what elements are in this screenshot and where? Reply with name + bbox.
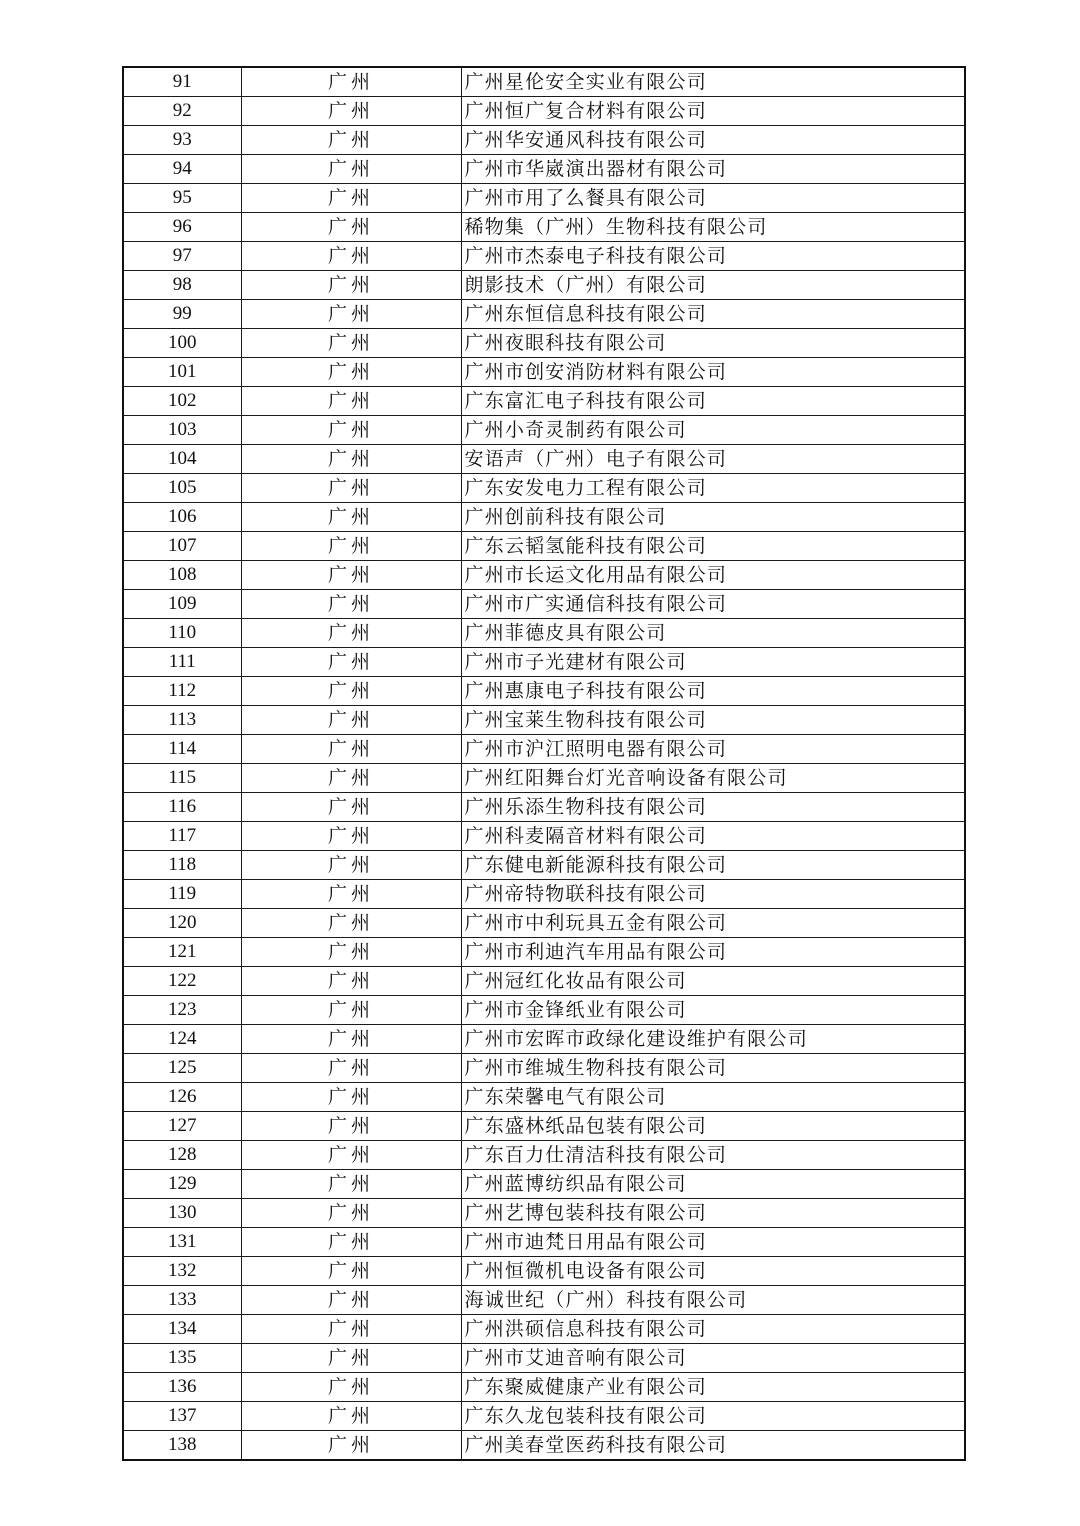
- company-name-cell: 广州市金锋纸业有限公司: [461, 996, 965, 1025]
- city-cell: 广州: [241, 329, 461, 358]
- row-number-cell: 103: [123, 416, 241, 445]
- table-row: [123, 561, 965, 590]
- table-row: [123, 532, 965, 561]
- company-name-cell: 广州市创安消防材料有限公司: [461, 358, 965, 387]
- table-row: [123, 1112, 965, 1141]
- city-cell: 广州: [241, 184, 461, 213]
- row-number-cell: 135: [123, 1344, 241, 1373]
- company-name-cell: 广东聚威健康产业有限公司: [461, 1373, 965, 1402]
- company-name-cell: 广东云韬氢能科技有限公司: [461, 532, 965, 561]
- table-row: [123, 1228, 965, 1257]
- company-name-cell: 广州惠康电子科技有限公司: [461, 677, 965, 706]
- table-row: [123, 677, 965, 706]
- company-name-cell: 广东百力仕清洁科技有限公司: [461, 1141, 965, 1170]
- city-cell: 广州: [241, 271, 461, 300]
- city-cell: 广州: [241, 996, 461, 1025]
- table-row: [123, 1402, 965, 1431]
- table-row: [123, 387, 965, 416]
- company-name-cell: 广州红阳舞台灯光音响设备有限公司: [461, 764, 965, 793]
- table-row: [123, 1199, 965, 1228]
- table-row: [123, 242, 965, 271]
- table-row: [123, 590, 965, 619]
- table-row: [123, 909, 965, 938]
- row-number-cell: 115: [123, 764, 241, 793]
- city-cell: 广州: [241, 155, 461, 184]
- table-row: [123, 648, 965, 677]
- city-cell: 广州: [241, 503, 461, 532]
- city-cell: 广州: [241, 67, 461, 97]
- table-row: [123, 1373, 965, 1402]
- table-row: [123, 938, 965, 967]
- row-number-cell: 113: [123, 706, 241, 735]
- city-cell: 广州: [241, 706, 461, 735]
- table-row: [123, 851, 965, 880]
- city-cell: 广州: [241, 532, 461, 561]
- table-row: [123, 358, 965, 387]
- company-name-cell: 广州帝特物联科技有限公司: [461, 880, 965, 909]
- city-cell: 广州: [241, 1431, 461, 1461]
- row-number-cell: 122: [123, 967, 241, 996]
- company-name-cell: 广州恒广复合材料有限公司: [461, 97, 965, 126]
- row-number-cell: 130: [123, 1199, 241, 1228]
- company-list-table: [122, 66, 966, 1461]
- table-row: [123, 735, 965, 764]
- company-name-cell: 广州市沪江照明电器有限公司: [461, 735, 965, 764]
- table-row: [123, 967, 965, 996]
- table-row: [123, 300, 965, 329]
- company-name-cell: 广州市子光建材有限公司: [461, 648, 965, 677]
- company-name-cell: 广州华安通风科技有限公司: [461, 126, 965, 155]
- row-number-cell: 98: [123, 271, 241, 300]
- company-name-cell: 广州市维城生物科技有限公司: [461, 1054, 965, 1083]
- table-row: [123, 271, 965, 300]
- table-row: [123, 155, 965, 184]
- city-cell: 广州: [241, 1373, 461, 1402]
- row-number-cell: 94: [123, 155, 241, 184]
- row-number-cell: 124: [123, 1025, 241, 1054]
- row-number-cell: 106: [123, 503, 241, 532]
- row-number-cell: 102: [123, 387, 241, 416]
- company-name-cell: 广州市利迪汽车用品有限公司: [461, 938, 965, 967]
- city-cell: 广州: [241, 126, 461, 155]
- row-number-cell: 101: [123, 358, 241, 387]
- table-row: [123, 1286, 965, 1315]
- row-number-cell: 121: [123, 938, 241, 967]
- company-name-cell: 广州市广实通信科技有限公司: [461, 590, 965, 619]
- company-name-cell: 广东安发电力工程有限公司: [461, 474, 965, 503]
- city-cell: 广州: [241, 648, 461, 677]
- table-row: [123, 329, 965, 358]
- row-number-cell: 132: [123, 1257, 241, 1286]
- city-cell: 广州: [241, 213, 461, 242]
- row-number-cell: 134: [123, 1315, 241, 1344]
- company-name-cell: 广州夜眼科技有限公司: [461, 329, 965, 358]
- company-name-cell: 广州冠红化妆品有限公司: [461, 967, 965, 996]
- row-number-cell: 97: [123, 242, 241, 271]
- row-number-cell: 93: [123, 126, 241, 155]
- city-cell: 广州: [241, 590, 461, 619]
- city-cell: 广州: [241, 387, 461, 416]
- city-cell: 广州: [241, 793, 461, 822]
- company-name-cell: 广州市用了么餐具有限公司: [461, 184, 965, 213]
- table-row: [123, 474, 965, 503]
- city-cell: 广州: [241, 1054, 461, 1083]
- row-number-cell: 91: [123, 67, 241, 97]
- table-body: [123, 67, 965, 1460]
- row-number-cell: 137: [123, 1402, 241, 1431]
- city-cell: 广州: [241, 1199, 461, 1228]
- table-row: [123, 996, 965, 1025]
- city-cell: 广州: [241, 1025, 461, 1054]
- city-cell: 广州: [241, 1344, 461, 1373]
- city-cell: 广州: [241, 677, 461, 706]
- company-name-cell: 广州蓝博纺织品有限公司: [461, 1170, 965, 1199]
- city-cell: 广州: [241, 851, 461, 880]
- row-number-cell: 127: [123, 1112, 241, 1141]
- company-name-cell: 广东荣馨电气有限公司: [461, 1083, 965, 1112]
- city-cell: 广州: [241, 909, 461, 938]
- company-name-cell: 广州菲德皮具有限公司: [461, 619, 965, 648]
- row-number-cell: 118: [123, 851, 241, 880]
- table-row: [123, 822, 965, 851]
- row-number-cell: 111: [123, 648, 241, 677]
- city-cell: 广州: [241, 561, 461, 590]
- company-name-cell: 广州创前科技有限公司: [461, 503, 965, 532]
- row-number-cell: 120: [123, 909, 241, 938]
- table-row: [123, 1257, 965, 1286]
- table-row: [123, 1141, 965, 1170]
- row-number-cell: 112: [123, 677, 241, 706]
- city-cell: 广州: [241, 1141, 461, 1170]
- table-row: [123, 880, 965, 909]
- row-number-cell: 114: [123, 735, 241, 764]
- company-name-cell: 广州宝莱生物科技有限公司: [461, 706, 965, 735]
- company-name-cell: 广州乐添生物科技有限公司: [461, 793, 965, 822]
- company-name-cell: 广州市华崴演出器材有限公司: [461, 155, 965, 184]
- row-number-cell: 117: [123, 822, 241, 851]
- row-number-cell: 104: [123, 445, 241, 474]
- table-row: [123, 1315, 965, 1344]
- city-cell: 广州: [241, 880, 461, 909]
- company-name-cell: 朗影技术（广州）有限公司: [461, 271, 965, 300]
- city-cell: 广州: [241, 445, 461, 474]
- company-name-cell: 广州市中利玩具五金有限公司: [461, 909, 965, 938]
- company-name-cell: 广州市长运文化用品有限公司: [461, 561, 965, 590]
- table-row: [123, 416, 965, 445]
- city-cell: 广州: [241, 300, 461, 329]
- row-number-cell: 92: [123, 97, 241, 126]
- row-number-cell: 95: [123, 184, 241, 213]
- city-cell: 广州: [241, 97, 461, 126]
- table-row: [123, 445, 965, 474]
- row-number-cell: 116: [123, 793, 241, 822]
- row-number-cell: 96: [123, 213, 241, 242]
- row-number-cell: 110: [123, 619, 241, 648]
- city-cell: 广州: [241, 242, 461, 271]
- table-row: [123, 1431, 965, 1461]
- company-name-cell: 广东盛林纸品包装有限公司: [461, 1112, 965, 1141]
- city-cell: 广州: [241, 1083, 461, 1112]
- row-number-cell: 125: [123, 1054, 241, 1083]
- city-cell: 广州: [241, 822, 461, 851]
- row-number-cell: 100: [123, 329, 241, 358]
- company-name-cell: 广州恒微机电设备有限公司: [461, 1257, 965, 1286]
- table-row: [123, 793, 965, 822]
- city-cell: 广州: [241, 1257, 461, 1286]
- table-row: [123, 67, 965, 97]
- company-name-cell: 海诚世纪（广州）科技有限公司: [461, 1286, 965, 1315]
- row-number-cell: 99: [123, 300, 241, 329]
- company-name-cell: 安语声（广州）电子有限公司: [461, 445, 965, 474]
- company-name-cell: 广州洪硕信息科技有限公司: [461, 1315, 965, 1344]
- table-row: [123, 503, 965, 532]
- city-cell: 广州: [241, 938, 461, 967]
- city-cell: 广州: [241, 1315, 461, 1344]
- table-row: [123, 1083, 965, 1112]
- row-number-cell: 107: [123, 532, 241, 561]
- company-name-cell: 广东健电新能源科技有限公司: [461, 851, 965, 880]
- city-cell: 广州: [241, 764, 461, 793]
- company-name-cell: 广州市杰泰电子科技有限公司: [461, 242, 965, 271]
- city-cell: 广州: [241, 967, 461, 996]
- table-row: [123, 1344, 965, 1373]
- row-number-cell: 119: [123, 880, 241, 909]
- company-name-cell: 广州艺博包装科技有限公司: [461, 1199, 965, 1228]
- table-row: [123, 764, 965, 793]
- company-name-cell: 广州市迪梵日用品有限公司: [461, 1228, 965, 1257]
- table-row: [123, 97, 965, 126]
- row-number-cell: 131: [123, 1228, 241, 1257]
- company-name-cell: 广东富汇电子科技有限公司: [461, 387, 965, 416]
- city-cell: 广州: [241, 1286, 461, 1315]
- company-name-cell: 广州美春堂医药科技有限公司: [461, 1431, 965, 1461]
- company-name-cell: 广州星伦安全实业有限公司: [461, 67, 965, 97]
- row-number-cell: 126: [123, 1083, 241, 1112]
- city-cell: 广州: [241, 619, 461, 648]
- row-number-cell: 105: [123, 474, 241, 503]
- table-row: [123, 1054, 965, 1083]
- table-row: [123, 706, 965, 735]
- city-cell: 广州: [241, 735, 461, 764]
- row-number-cell: 138: [123, 1431, 241, 1461]
- company-name-cell: 广东久龙包装科技有限公司: [461, 1402, 965, 1431]
- table-row: [123, 126, 965, 155]
- city-cell: 广州: [241, 1112, 461, 1141]
- company-name-cell: 稀物集（广州）生物科技有限公司: [461, 213, 965, 242]
- row-number-cell: 129: [123, 1170, 241, 1199]
- city-cell: 广州: [241, 1228, 461, 1257]
- row-number-cell: 123: [123, 996, 241, 1025]
- table-row: [123, 184, 965, 213]
- row-number-cell: 128: [123, 1141, 241, 1170]
- row-number-cell: 136: [123, 1373, 241, 1402]
- row-number-cell: 109: [123, 590, 241, 619]
- city-cell: 广州: [241, 1170, 461, 1199]
- table-row: [123, 213, 965, 242]
- table-row: [123, 619, 965, 648]
- row-number-cell: 133: [123, 1286, 241, 1315]
- city-cell: 广州: [241, 416, 461, 445]
- row-number-cell: 108: [123, 561, 241, 590]
- city-cell: 广州: [241, 1402, 461, 1431]
- city-cell: 广州: [241, 358, 461, 387]
- company-name-cell: 广州科麦隔音材料有限公司: [461, 822, 965, 851]
- company-name-cell: 广州小奇灵制药有限公司: [461, 416, 965, 445]
- company-name-cell: 广州东恒信息科技有限公司: [461, 300, 965, 329]
- company-name-cell: 广州市宏晖市政绿化建设维护有限公司: [461, 1025, 965, 1054]
- city-cell: 广州: [241, 474, 461, 503]
- table-row: [123, 1025, 965, 1054]
- table-row: [123, 1170, 965, 1199]
- company-name-cell: 广州市艾迪音响有限公司: [461, 1344, 965, 1373]
